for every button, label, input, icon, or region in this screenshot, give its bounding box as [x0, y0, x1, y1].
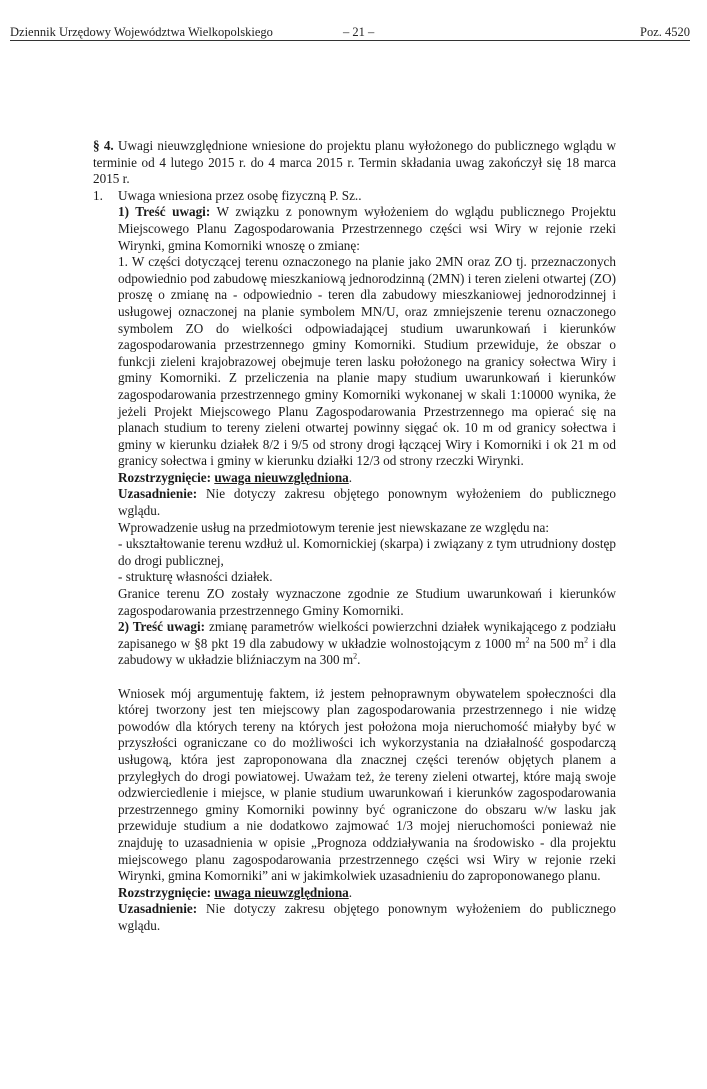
remark-1-label: 1) Treść uwagi: — [118, 204, 211, 220]
document-body — [93, 138, 616, 935]
page-header — [10, 24, 690, 41]
remark-2-text-d: . — [357, 652, 361, 668]
resolution-1-label: Rozstrzygnięcie: — [118, 469, 212, 485]
remark-1 — [118, 204, 616, 254]
item-body — [118, 204, 616, 934]
item-intro: Uwaga wniesiona przez osobę fizyczną P. Sz.. — [118, 187, 362, 203]
section-marker: § 4. — [93, 138, 114, 153]
position-number: Poz. 4520 — [640, 25, 690, 39]
section-text: Uwagi nieuwzględnione wniesione do projektu planu wyłożonego do publicznego wglądu w terminie od 4 lutego 2015 r. do 4 marca 2015 r. Termin składania uwag zakończył się 18 marca 2015 r. — [93, 138, 617, 187]
superscript-1: 2 — [525, 635, 530, 645]
remark-2 — [118, 619, 616, 669]
section-paragraph — [93, 138, 616, 188]
resolution-1-value: uwaga nieuwzględniona — [214, 469, 349, 485]
remark-2-text-b: na 500 m — [529, 635, 585, 651]
superscript-2: 2 — [584, 635, 589, 645]
remark-2-label: 2) Treść uwagi: — [118, 619, 206, 635]
resolution-2-dot: . — [348, 884, 353, 900]
justification-2-text: Nie dotyczy zakresu objętego ponownym wyłożeniem do publicznego wglądu. — [118, 901, 616, 933]
justification-para-1: Wprowadzenie usług na przedmiotowym terenie jest niewskazane ze względu na: — [118, 519, 549, 535]
resolution-2-label: Rozstrzygnięcie: — [118, 884, 212, 900]
blank-line — [118, 669, 616, 686]
page-number: – 21 – — [343, 25, 375, 39]
justification-2-label: Uzasadnienie: — [118, 901, 198, 917]
request-argument: Wniosek mój argumentuję faktem, iż jestem pełnoprawnym obywatelem społeczności dla której tworzony jest ten miejscowy plan zagospodarowania przestrzennego i nie widzę powodów dla których tereny na których jest położona moja nieruchomość miałyby być w przyszłości ograniczane co do możliwości ich wykorzystania na działalność gospodarczą usługową, która jest zaproponowana dla znacznej części terenów objętych planem a przyległych do drogi powiatowej. Uważam też, że tereny zieleni otwartej, które mają swoje odzwierciedlenie i miejsce, w planie studium uwarunkowań i kierunków zagospodarowania przestrzennego gminy Komorniki powinny być ograniczone do obszaru w/w lasku jak przewiduje studium a nie dodatkowo zajmować 1/3 mojej nieruchomości ponieważ nie znajduję to uzasadnienia w opisie „Prognoza oddziaływania na środowisko - dla projektu miejscowego planu zagospodarowania przestrzennego części wsi Wiry w rejonie rzeki Wirynki, gmina Komorniki” ani w jakimkolwiek uzasadnieniu do zaproponowanego planu. — [118, 685, 616, 884]
remark-1-text: W związku z ponownym wyłożeniem do wglądu publicznego Projektu Miejscowego Planu Zagospodarowania Przestrzennego części wsi Wiry w rejonie rzeki Wirynki, gmina Komorniki wnoszę o zmianę: — [118, 204, 616, 253]
remark-2-text-c: i dla zabudowy w układzie bliźniaczym na 300 m — [118, 635, 616, 668]
justification-para-4: Granice terenu ZO zostały wyznaczone zgodnie ze Studium uwarunkowań i kierunków zagospodarowania przestrzennego Gminy Komorniki. — [118, 586, 616, 618]
superscript-3: 2 — [353, 652, 358, 662]
justification-1-label: Uzasadnienie: — [118, 486, 198, 502]
journal-title: Dziennik Urzędowy Województwa Wielkopolskiego — [10, 25, 273, 39]
resolution-2-value: uwaga nieuwzględniona — [214, 884, 349, 900]
resolution-2 — [118, 885, 616, 902]
justification-1-text: Nie dotyczy zakresu objętego ponownym wyłożeniem do publicznego wglądu. — [118, 486, 616, 519]
justification-para-3: - strukturę własności działek. — [118, 569, 273, 585]
item-number: 1. — [93, 187, 103, 203]
justification-1 — [118, 486, 616, 519]
resolution-1-dot: . — [348, 469, 353, 485]
remark-2-text-a: zmianę parametrów wielkości powierzchni działek wynikającego z podziału zapisanego w §8 pkt 19 dla zabudowy w układzie wolnostojącym z 1000 m — [118, 619, 616, 651]
list-item-1 — [93, 188, 616, 205]
justification-para-2: - ukształtowanie terenu wzdłuż ul. Komornickiej (skarpa) i związany z tym utrudniony dostęp do drogi publicznej, — [118, 536, 616, 568]
justification-2 — [118, 901, 616, 934]
resolution-1 — [118, 470, 616, 487]
remark-1-point: 1. W części dotyczącej terenu oznaczonego na planie jako 2MN oraz ZO tj. przeznaczonych odpowiednio pod zabudowę mieszkaniową jednorodzinną (2MN) i teren zieleni otwartej (ZO) proszę o zmianę na - odpowiednio - teren dla zabudowy mieszkaniowej jednorodzinnej i usługowej oznaczonej na planie symbolem MN/U, oraz zmniejszenie terenu oznaczonego symbolem ZO do wielkości odpowiadającej studium uwarunkowań i kierunków zagospodarowania przestrzennego gminy Komorniki. Studium przewiduje, że obszar o funkcji zieleni krajobrazowej obejmuje teren lasku położonego na granicy sołectwa Wiry i gminy Komorniki. Z przeliczenia na planie mapy studium uwarunkowań i kierunków zagospodarowania przestrzennego gminy Komorniki wykonanej w skali 1:10000 wynika, że jeżeli Projekt Miejscowego Planu Zagospodarowania Przestrzennego ma opierać się na planach studium to tereny zieleni otwartej powinny sięgać ok. 10 m od granicy sołectwa i gminy w kierunku działek 8/2 i 9/5 od strony drogi łączącej Wiry i Komorniki i ok 21 m od granicy sołectwa i gminy w kierunku działki 12/3 od strony rzeczki Wirynki. — [118, 254, 616, 469]
